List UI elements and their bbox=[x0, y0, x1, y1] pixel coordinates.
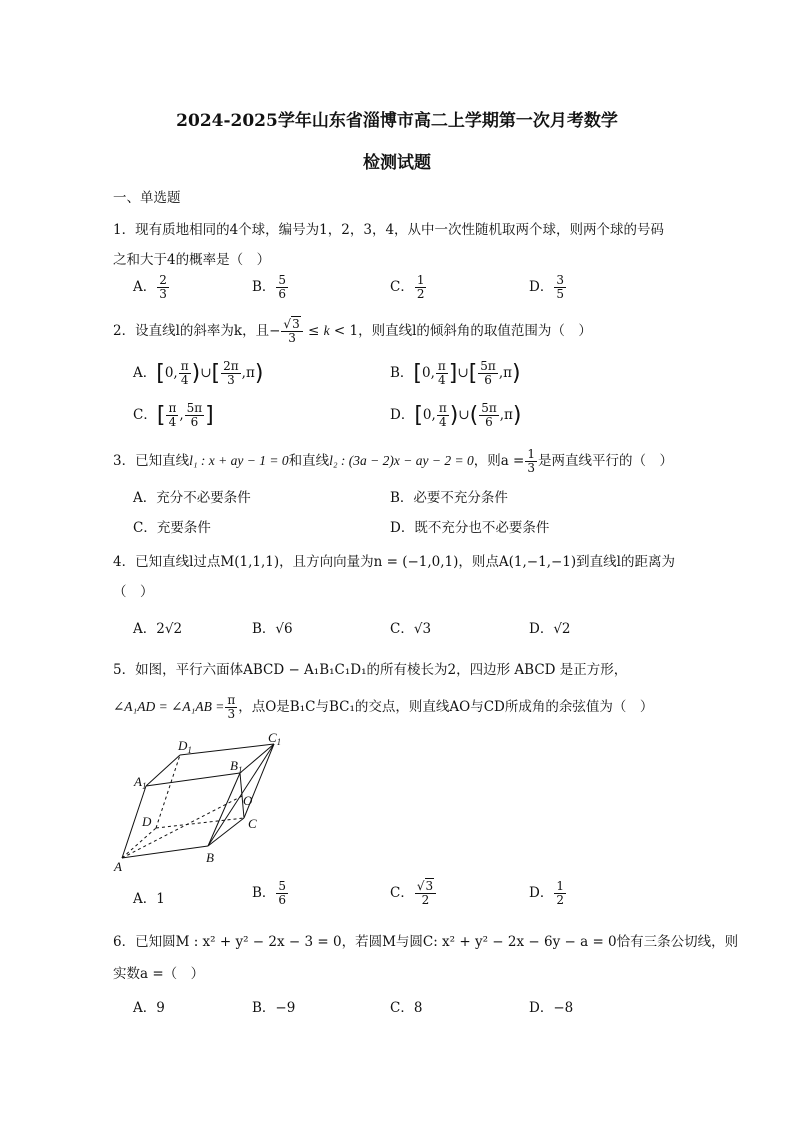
label-C: C bbox=[248, 816, 257, 831]
parallelepiped-figure bbox=[110, 728, 310, 878]
fraction: $\frac{1}{3}$ bbox=[527, 447, 536, 475]
q1-stem-line1: 1．现有质地相同的4个球，编号为1，2，3，4，从中一次性随机取两个球，则两个球的号码 bbox=[113, 222, 665, 238]
q6-stem-line2: 实数a =（ ） bbox=[113, 966, 205, 982]
page-subtitle: 检测试题 bbox=[363, 153, 431, 173]
q4-stem-line1: 4．已知直线l过点M(1,1,1)，且方向向量为n = (−1,0,1)，则点A(1,−1,−1)到直线l的距离为 bbox=[113, 554, 675, 570]
q5-option-c[interactable]: C． $\frac{√3}{2}$ bbox=[390, 880, 437, 907]
q6-stem-line1: 6．已知圆M : x² + y² − 2x − 3 = 0，若圆M与圆C: x² + y² − 2x − 6y − a = 0恰有三条公切线，则 bbox=[113, 934, 739, 950]
q4-stem-line2: （ ） bbox=[113, 584, 154, 600]
label-B: B bbox=[206, 850, 214, 865]
diagonal-BC1 bbox=[208, 744, 274, 846]
edge-DC bbox=[156, 818, 244, 828]
q2-option-b[interactable]: B．[0, $\frac{\pi}{4}$ ]∪[ $\frac{5\pi}{6}$ ,π) bbox=[390, 359, 521, 387]
edge-BB1 bbox=[208, 773, 240, 846]
q6-option-a[interactable]: A．9 bbox=[133, 1000, 165, 1016]
label-O: O bbox=[243, 793, 253, 808]
edge-AB bbox=[122, 846, 208, 858]
q4-option-c[interactable]: C．√3 bbox=[390, 621, 432, 637]
q4-option-d[interactable]: D．√2 bbox=[529, 621, 571, 637]
fraction: $\frac{\pi}{3}$ bbox=[227, 693, 236, 721]
q6-option-d[interactable]: D．−8 bbox=[529, 1000, 574, 1016]
page-title: 2024-2025学年山东省淄博市高二上学期第一次月考数学 bbox=[176, 111, 618, 131]
edge-BC bbox=[208, 818, 244, 846]
q5-option-a[interactable]: A．1 bbox=[133, 891, 165, 907]
edge-D1C1 bbox=[180, 744, 274, 755]
q1-option-c[interactable]: C． $\frac{1}{2}$ bbox=[390, 273, 425, 301]
label-B1: $B_1$ bbox=[230, 758, 243, 775]
q5-stem-line1: 5．如图，平行六面体ABCD − A₁B₁C₁D₁的所有棱长为2，四边形 ABCD 是正方形， bbox=[113, 662, 628, 678]
q4-option-a[interactable]: A．2√2 bbox=[133, 621, 183, 637]
label-A1: $A_1$ bbox=[134, 774, 147, 791]
edge-A1B1 bbox=[146, 773, 240, 786]
q1-option-b[interactable]: B． $\frac{5}{6}$ bbox=[252, 273, 287, 301]
q6-option-c[interactable]: C．8 bbox=[390, 1000, 423, 1016]
fraction: $\frac{2}{3}$ bbox=[159, 273, 167, 301]
q4-option-b[interactable]: B．√6 bbox=[252, 621, 293, 637]
section-heading: 一、单选题 bbox=[113, 190, 181, 206]
q2-option-c[interactable]: C．[ $\frac{\pi}{4}$ , $\frac{5\pi}{6}$ ] bbox=[133, 401, 214, 429]
q1-option-a[interactable]: A． $\frac{2}{3}$ bbox=[133, 273, 167, 301]
fraction: $\frac{1}{2}$ bbox=[416, 273, 425, 301]
q5-stem-line2: ∠A₁AD = ∠A₁AB = $\frac{\pi}{3}$ ，点O是B₁C与BC₁的交点，则直线AO与CD所成角的余弦值为（ ） bbox=[113, 693, 654, 721]
q5-option-d[interactable]: D． $\frac{1}{2}$ bbox=[529, 879, 564, 907]
q2-option-d[interactable]: D．[0, $\frac{\pi}{4}$ )∪( $\frac{5\pi}{6}$ ,π) bbox=[390, 401, 522, 429]
q1-option-d[interactable]: D． $\frac{3}{5}$ bbox=[529, 273, 564, 301]
label-D: D bbox=[142, 814, 152, 829]
q3-option-d[interactable]: D．既不充分也不必要条件 bbox=[390, 520, 550, 536]
edge-B1C1 bbox=[240, 744, 274, 773]
q3-option-c[interactable]: C．充要条件 bbox=[133, 520, 211, 536]
q3-stem: 3．已知直线l₁ : x + ay − 1 = 0和直线l₂ : (3a − 2)x − ay − 2 = 0，则a = $\frac{1}{3}$ 是两直线平行的（ ） bbox=[113, 447, 674, 475]
label-A: A bbox=[114, 859, 122, 874]
q1-stem-line2: 之和大于4的概率是（ ） bbox=[113, 252, 271, 268]
label-D1: $D_1$ bbox=[178, 738, 192, 755]
q2-stem: 2．设直线l的斜率为k，且− $\frac{√3}{3}$ ≤ k < 1，则直线l的倾斜角的取值范围为（ ） bbox=[113, 317, 592, 345]
label-C1: $C_1$ bbox=[268, 730, 282, 747]
fraction: $\frac{5}{6}$ bbox=[278, 273, 287, 301]
q6-option-b[interactable]: B．−9 bbox=[252, 1000, 296, 1016]
q2-option-a[interactable]: A．[0, $\frac{\pi}{4}$ )∪[ $\frac{2\pi}{3}$ ,π) bbox=[133, 359, 264, 387]
q5-option-b[interactable]: B． $\frac{5}{6}$ bbox=[252, 879, 287, 907]
fraction: $\frac{3}{5}$ bbox=[556, 273, 564, 301]
q3-option-a[interactable]: A．充分不必要条件 bbox=[133, 490, 251, 506]
q3-option-b[interactable]: B．必要不充分条件 bbox=[390, 490, 508, 506]
fraction: $\frac{√3}{3}$ bbox=[281, 318, 302, 345]
